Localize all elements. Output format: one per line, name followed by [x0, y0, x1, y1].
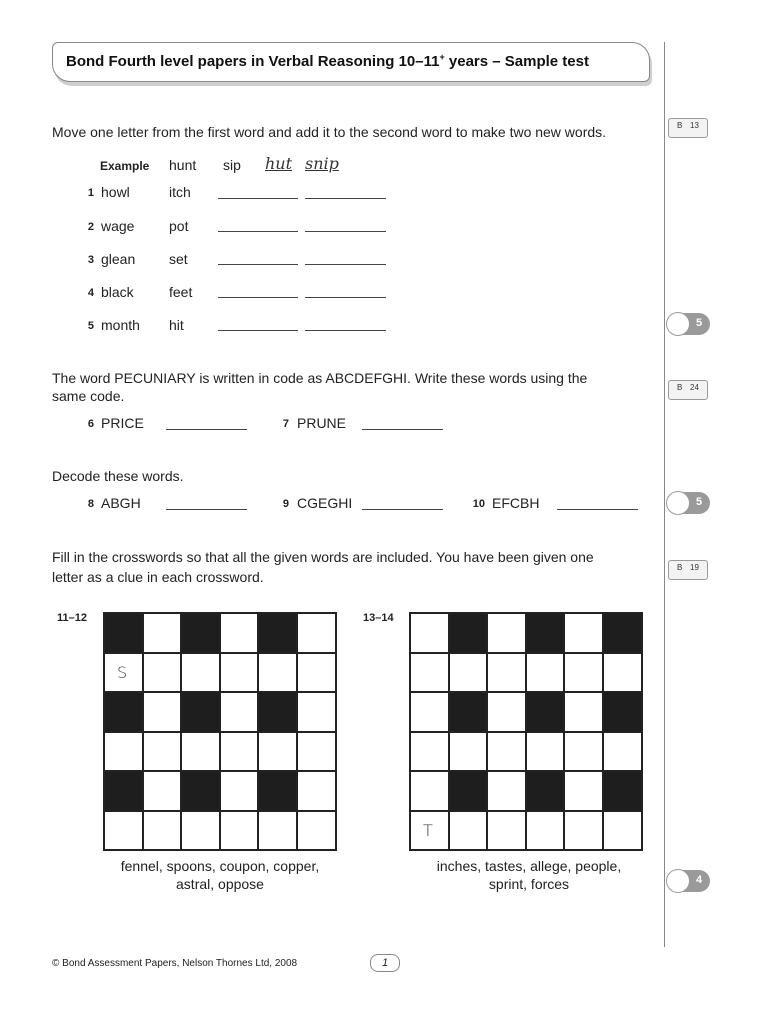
crossword-cell[interactable]: [487, 653, 526, 693]
score-badge: [666, 870, 708, 892]
crossword-cell[interactable]: [526, 732, 565, 772]
crossword-cell[interactable]: [181, 811, 220, 851]
crossword-cell[interactable]: [181, 732, 220, 772]
answer-blank[interactable]: [557, 509, 638, 510]
answer-blank[interactable]: [218, 297, 298, 298]
crossword-black-cell: [603, 771, 642, 811]
crossword-cell[interactable]: [487, 811, 526, 851]
crossword-cell[interactable]: [297, 613, 336, 653]
answer-blank[interactable]: [166, 509, 247, 510]
question-number: 10: [472, 498, 485, 510]
question-word1: glean: [101, 251, 136, 267]
section1-tab: [668, 118, 708, 138]
crossword-cell[interactable]: [449, 811, 488, 851]
crossword-cell[interactable]: [258, 811, 297, 851]
crossword-cell[interactable]: [297, 811, 336, 851]
crossword-black-cell: [526, 771, 565, 811]
crossword-cell[interactable]: [143, 732, 182, 772]
crossword2-word-list: [409, 857, 649, 893]
crossword-cell[interactable]: [258, 732, 297, 772]
crossword-cell[interactable]: [410, 811, 449, 851]
crossword-cell[interactable]: [410, 732, 449, 772]
crossword-cell[interactable]: [603, 732, 642, 772]
page-number: 1: [370, 954, 400, 972]
question-number: 1: [87, 187, 94, 199]
score-value: 5: [696, 496, 703, 508]
crossword-cell[interactable]: [143, 613, 182, 653]
question-word1: wage: [101, 218, 135, 234]
question-word2: feet: [169, 284, 193, 300]
answer-blank[interactable]: [218, 264, 298, 265]
crossword-cell[interactable]: [487, 771, 526, 811]
answer-blank[interactable]: [166, 429, 247, 430]
question-word1: month: [101, 317, 140, 333]
answer-blank[interactable]: [362, 429, 443, 430]
section2-tab: [668, 380, 708, 400]
code-word: PRICE: [101, 415, 144, 431]
crossword-black-cell: [258, 613, 297, 653]
word-list-line: inches, tastes, allege, people,: [436, 858, 622, 874]
crossword-black-cell: [449, 692, 488, 732]
crossword-cell[interactable]: [143, 771, 182, 811]
crossword-black-cell: [258, 771, 297, 811]
crossword-cell[interactable]: [297, 692, 336, 732]
question-word2: itch: [169, 184, 191, 200]
crossword-cell[interactable]: [220, 771, 259, 811]
crossword-cell[interactable]: [603, 653, 642, 693]
crossword-cell[interactable]: [564, 771, 603, 811]
crossword-cell[interactable]: [526, 653, 565, 693]
tab-letter: B: [677, 121, 683, 130]
answer-blank[interactable]: [305, 264, 386, 265]
question-number: 4: [87, 287, 94, 299]
question-word2: hit: [169, 317, 184, 333]
tab-number: 19: [690, 563, 699, 572]
crossword-cell[interactable]: [143, 692, 182, 732]
question-number: 6: [87, 418, 94, 430]
decode-word: EFCBH: [492, 495, 540, 511]
crossword-cell[interactable]: [526, 811, 565, 851]
crossword-black-cell: [449, 613, 488, 653]
crossword-cell[interactable]: [104, 653, 143, 693]
tab-letter: B: [677, 383, 683, 392]
crossword-black-cell: [104, 692, 143, 732]
crossword-black-cell: [181, 771, 220, 811]
crossword-cell[interactable]: [449, 653, 488, 693]
answer-blank[interactable]: [218, 330, 298, 331]
answer-blank[interactable]: [305, 330, 386, 331]
crossword-grid-2: [409, 612, 643, 851]
example-answer2: snip: [305, 154, 339, 173]
tab-number: 24: [690, 383, 699, 392]
crossword-cell[interactable]: [564, 692, 603, 732]
crossword2-label: 13–14: [363, 612, 394, 624]
page-title: Bond Fourth level papers in Verbal Reasoning 10–11+ years – Sample test: [66, 52, 589, 70]
crossword-cell[interactable]: [410, 653, 449, 693]
question-number: 8: [87, 498, 94, 510]
crossword-grid-1: [103, 612, 337, 851]
crossword-cell[interactable]: [220, 692, 259, 732]
crossword-black-cell: [603, 692, 642, 732]
crossword1-label: 11–12: [57, 612, 87, 624]
example-word1: hunt: [169, 157, 197, 173]
crossword-cell[interactable]: [220, 613, 259, 653]
margin-rule: [664, 42, 665, 947]
section2-instruction-line2: same code.: [52, 388, 125, 404]
crossword-black-cell: [181, 613, 220, 653]
crossword-cell[interactable]: [297, 653, 336, 693]
section4-tab: [668, 560, 708, 580]
code-word: PRUNE: [297, 415, 347, 431]
tab-letter: B: [677, 563, 683, 572]
crossword-black-cell: [104, 613, 143, 653]
crossword-cell[interactable]: [220, 653, 259, 693]
crossword-cell[interactable]: [564, 732, 603, 772]
score-value: 4: [696, 874, 703, 886]
question-word2: set: [169, 251, 188, 267]
example-answer1: hut: [265, 154, 293, 173]
section1-instruction: Move one letter from the first word and add it to the second word to make two new words.: [52, 124, 607, 140]
example-word2: sip: [223, 157, 241, 173]
crossword-cell[interactable]: [410, 692, 449, 732]
answer-blank[interactable]: [305, 198, 386, 199]
question-word1: black: [101, 284, 134, 300]
section4-instruction-line2: letter as a clue in each crossword.: [52, 569, 264, 585]
crossword-cell[interactable]: [297, 732, 336, 772]
crossword-cell[interactable]: [410, 613, 449, 653]
section4-instruction-line1: Fill in the crosswords so that all the given words are included. You have been given one: [52, 549, 594, 565]
question-number: 3: [87, 254, 94, 266]
word-list-line: sprint, forces: [488, 876, 570, 892]
decode-word: CGEGHI: [297, 495, 353, 511]
crossword-black-cell: [258, 692, 297, 732]
crossword-cell[interactable]: [143, 811, 182, 851]
decode-word: ABGH: [101, 495, 141, 511]
question-number: 5: [87, 320, 94, 332]
crossword-cell[interactable]: [258, 653, 297, 693]
question-number: 9: [282, 498, 289, 510]
word-list-line: fennel, spoons, coupon, copper,: [120, 858, 320, 874]
crossword-cell[interactable]: [220, 732, 259, 772]
crossword-cell[interactable]: [143, 653, 182, 693]
crossword-cell[interactable]: [603, 811, 642, 851]
answer-blank[interactable]: [305, 297, 386, 298]
crossword-black-cell: [104, 771, 143, 811]
crossword-cell[interactable]: [104, 732, 143, 772]
question-word1: howl: [101, 184, 130, 200]
crossword-cell[interactable]: [297, 771, 336, 811]
example-label: Example: [100, 159, 150, 173]
crossword-cell[interactable]: [564, 811, 603, 851]
answer-blank[interactable]: [218, 198, 298, 199]
crossword-clue-letter: T: [423, 820, 433, 840]
word-list-line: astral, oppose: [176, 876, 264, 892]
crossword-cell[interactable]: [449, 732, 488, 772]
footer-copyright: © Bond Assessment Papers, Nelson Thornes Ltd, 2008: [52, 958, 298, 969]
answer-blank[interactable]: [305, 231, 386, 232]
crossword-cell[interactable]: [487, 692, 526, 732]
tab-number: 13: [690, 121, 699, 130]
question-number: 2: [87, 221, 94, 233]
crossword-cell[interactable]: [181, 653, 220, 693]
score-value: 5: [696, 317, 703, 329]
crossword-black-cell: [526, 692, 565, 732]
score-badge: [666, 313, 708, 335]
crossword-cell[interactable]: [487, 732, 526, 772]
crossword-black-cell: [603, 613, 642, 653]
answer-blank[interactable]: [362, 509, 443, 510]
crossword-cell[interactable]: [220, 811, 259, 851]
section2-instruction-line1: The word PECUNIARY is written in code as ABCDEFGHI. Write these words using the: [52, 370, 588, 386]
crossword-black-cell: [526, 613, 565, 653]
crossword-cell[interactable]: [410, 771, 449, 811]
score-badge: [666, 492, 708, 514]
section3-instruction: Decode these words.: [52, 468, 184, 484]
answer-blank[interactable]: [218, 231, 298, 232]
crossword-black-cell: [449, 771, 488, 811]
crossword1-word-list: [100, 857, 340, 893]
crossword-cell[interactable]: [564, 653, 603, 693]
crossword-cell[interactable]: [564, 613, 603, 653]
question-number: 7: [282, 418, 289, 430]
crossword-cell[interactable]: [487, 613, 526, 653]
crossword-black-cell: [181, 692, 220, 732]
crossword-cell[interactable]: [104, 811, 143, 851]
crossword-clue-letter: S: [117, 662, 128, 682]
question-word2: pot: [169, 218, 189, 234]
